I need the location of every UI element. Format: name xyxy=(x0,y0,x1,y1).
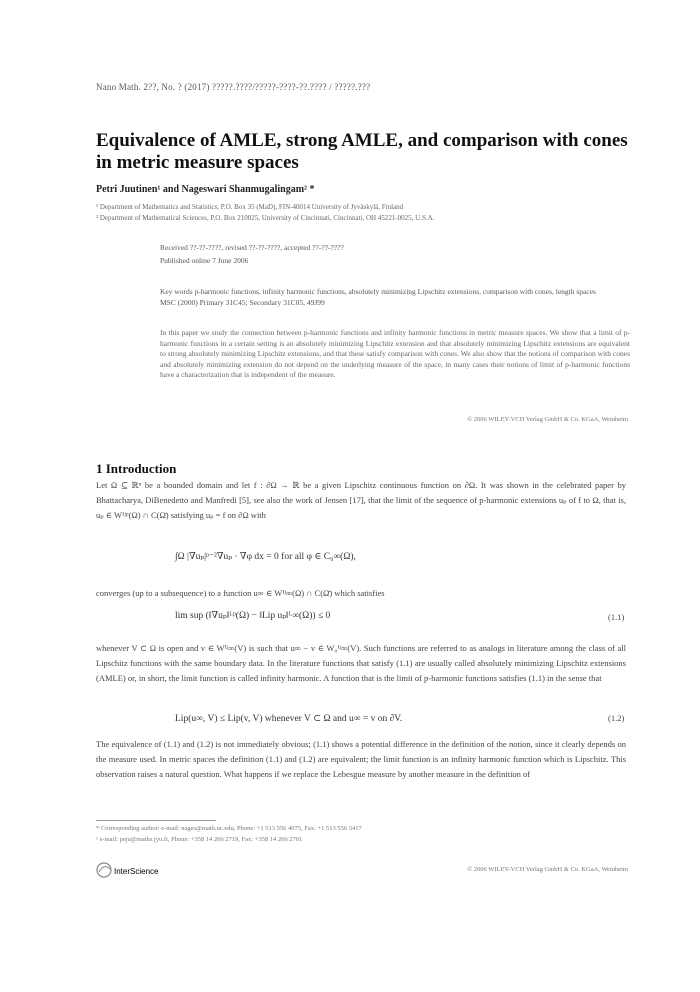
abstract: In this paper we study the connection between p-harmonic functions and infinity harmonic functions in metric measure spaces. We show that a limit of p-harmonic functions in a certain setting is an absolutely minimizing Lipschitz extension and that absolutely minimizing Lipschitz extensions are equivalent to strong absolutely minimizing Lipschitz extensions, and that these satisfy comparison with cones. We also show that the notions of comparison with cones and absolutely minimizing extension do not depend on the underlying measure of the space, in many cases their notions of limit of p-harmonic functions have a characterization that is independent of the measure. xyxy=(160,328,630,379)
publisher-logo-label: InterScience xyxy=(114,867,159,876)
equation-number-1-2: (1.2) xyxy=(608,713,625,723)
equation-3: Lip(u∞, V) ≤ Lip(v, V) whenever V ⊂ Ω and u∞ = v on ∂V. xyxy=(175,714,403,724)
copyright-footer: © 2006 WILEY-VCH Verlag GmbH & Co. KGaA, Weinheim xyxy=(467,866,628,873)
received-dates: Received ??-??-????, revised ??-??-????, accepted ??-??-???? xyxy=(160,243,344,252)
keywords: Key words p-harmonic functions, infinity harmonic functions, absolutely minimizing Lipschitz extensions, comparison with cones, length spaces xyxy=(160,287,596,296)
affiliation-1: ¹ Department of Mathematics and Statistics, P.O. Box 35 (MaD), FIN-40014 University of Jyväskylä, Finland xyxy=(96,203,404,211)
footnote-2: ¹ e-mail: peju@maths.jyu.fi, Phone: +358 14 260 2719, Fax: +358 14 260 2701 xyxy=(96,836,303,843)
equation-1: ∫Ω |∇uₚ|ᵖ⁻²∇uₚ · ∇φ dx = 0 for all φ ∈ C₀∞(Ω), xyxy=(175,552,356,562)
equation-number-1-1: (1.1) xyxy=(608,612,625,622)
intro-paragraph-3: whenever V ⊂ Ω is open and v ∈ W¹ʲ∞(V) is such that u∞ − v ∈ W₀¹ʲ∞(V). Such functions are referred to as analogs in literature among the class of all Lipschitz functions with the same boundary data. In the literature functions that satisfy (1.1) are usually called absolutely minimizing Lipschitz extensions (AMLE) or, in short, the limit function is called infinity harmonic. A function that is the limit of p-harmonic functions satisfies (1.1) in the sense that xyxy=(96,643,626,683)
msc-classification: MSC (2000) Primary 31C45; Secondary 31C05, 49J99 xyxy=(160,298,325,307)
published-date: Published online 7 June 2006 xyxy=(160,256,249,265)
section-heading: 1 Introduction xyxy=(96,461,177,476)
intro-paragraph-2: converges (up to a subsequence) to a function u∞ ∈ W¹ʲ∞(Ω) ∩ C(Ω̄) which satisfies xyxy=(96,588,385,598)
journal-header: Nano Math. 2??, No. ? (2017) ?????.????/?????-????-??.???? / ?????.??? xyxy=(96,82,371,92)
interscience-logo-icon xyxy=(96,860,196,882)
affiliation-2: ² Department of Mathematical Sciences, P.O. Box 210025, University of Cincinnati, Cincinnati, OH 45221-0025, U.S.A. xyxy=(96,214,435,222)
intro-paragraph-1: Let Ω ⊆ ℝⁿ be a bounded domain and let f : ∂Ω → ℝ be a given Lipschitz continuous function on ∂Ω. It was shown in the celebrated paper by Bhattacharya, DiBenedetto and Manfredi [5], see also the work of Jensen [17], that the limit of the sequence of p-harmonic extensions uₚ of f to Ω, that is, uₚ ∈ W¹ʲᵖ(Ω) ∩ C(Ω̄) satisfying uₚ = f on ∂Ω with xyxy=(96,480,626,520)
publisher-logo xyxy=(96,860,196,887)
keywords-block xyxy=(160,286,630,308)
author-list: Petri Juutinen¹ and Nageswari Shanmugalingam² * xyxy=(96,184,315,195)
footnote-rule xyxy=(96,820,216,821)
paper-title: Equivalence of AMLE, strong AMLE, and comparison with cones in metric measure spaces xyxy=(96,130,628,173)
intro-paragraph-4: The equivalence of (1.1) and (1.2) is not immediately obvious; (1.1) shows a potential difference in the definition of the notion, since it clearly depends on the measure used. In metric spaces the definition (1.1) and (1.2) are equivalent; the limit function is an infinity harmonic function which is Lipschitz. This observation raises a natural question. What happens if we replace the Lebesgue measure by another measure in the definition of xyxy=(96,739,626,779)
footnote-1: * Corresponding author: e-mail: nages@math.uc.edu, Phone: +1 513 556 4075, Fax: +1 513 556 3417 xyxy=(96,825,362,832)
equation-2: lim sup (‖∇uₚ‖ᴸᵖ(Ω) − ‖Lip uₚ‖ᴸ∞(Ω)) ≤ 0 xyxy=(175,611,331,621)
copyright-notice: © 2006 WILEY-VCH Verlag GmbH & Co. KGaA, Weinheim xyxy=(467,416,628,423)
